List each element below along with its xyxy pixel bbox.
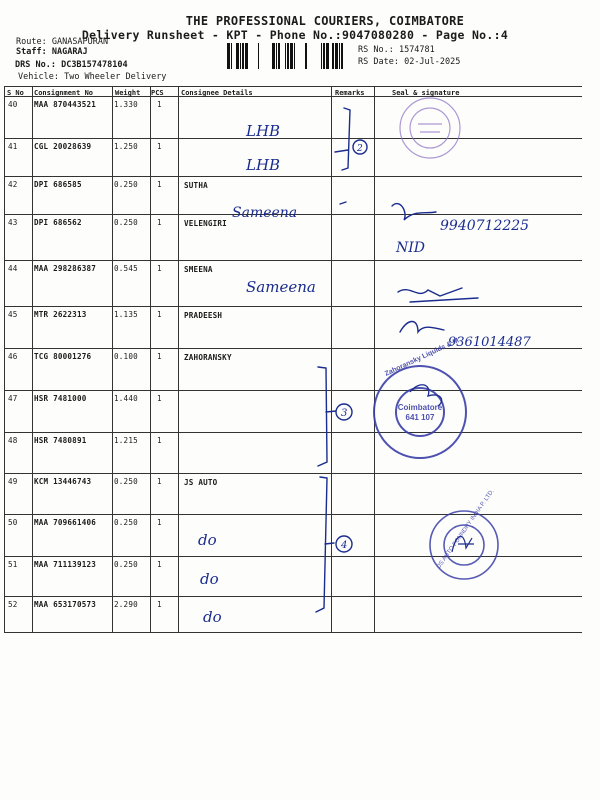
table-cell-weight: 1.215 xyxy=(114,436,138,445)
table-cell-pcs: 1 xyxy=(157,310,162,319)
table-cell-sno: 45 xyxy=(8,310,18,319)
table-cell-consignment: MAA 709661406 xyxy=(34,518,97,527)
hw-row45-phone: 9361014487 xyxy=(448,335,531,350)
table-cell-consignment: HSR 7480891 xyxy=(34,436,87,445)
table-cell-sno: 47 xyxy=(8,394,18,403)
table-cell-consignment: MAA 653170573 xyxy=(34,600,97,609)
table-cell-sno: 41 xyxy=(8,142,18,151)
hw-row43: NID xyxy=(396,240,426,256)
table-cell-pcs: 1 xyxy=(157,142,162,151)
hw-row42-phone: 9940712225 xyxy=(440,218,530,234)
table-cell-sno: 50 xyxy=(8,518,18,527)
table-cell-consignee: SUTHA xyxy=(184,181,208,190)
jsauto-stamp-name: JS AUTO FOUNDRY INDIA P. LTD. xyxy=(436,488,496,570)
bracket-rows-40-41 xyxy=(335,108,350,170)
table-cell-sno: 44 xyxy=(8,264,18,273)
signature-row44 xyxy=(398,288,478,302)
table-cell-consignee: PRADEESH xyxy=(184,311,223,320)
table-cell-weight: 1.330 xyxy=(114,100,138,109)
table-cell-sno: 52 xyxy=(8,600,18,609)
violet-seal-stamp xyxy=(400,98,460,158)
column-header: Remarks xyxy=(335,89,365,97)
table-cell-consignment: DPI 686585 xyxy=(34,180,82,189)
table-cell-weight: 2.290 xyxy=(114,600,138,609)
rs-no-label: RS No.: xyxy=(358,45,394,55)
runsheet-subtitle: Delivery Runsheet - KPT - Phone No.:9047080280 - Page No.:4 xyxy=(81,28,509,42)
table-cell-consignment: MAA 711139123 xyxy=(34,560,97,569)
drs-label: DRS No.: xyxy=(15,60,56,70)
hw-ditto-51: do xyxy=(200,570,219,588)
table-cell-pcs: 1 xyxy=(157,600,162,609)
drs-value: DC3B157478104 xyxy=(61,60,128,70)
zahoransky-stamp-name: Zahoransky Liquids & M xyxy=(383,337,461,378)
table-cell-consignee: JS AUTO xyxy=(184,478,218,487)
column-header: PCS xyxy=(151,89,164,97)
table-cell-sno: 48 xyxy=(8,436,18,445)
table-cell-weight: 1.250 xyxy=(114,142,138,151)
signature-row42 xyxy=(392,204,436,220)
hw-row40: LHB xyxy=(246,122,281,140)
table-cell-consignment: KCM 13446743 xyxy=(34,477,92,486)
rs-date-value: 02-Jul-2025 xyxy=(404,57,461,67)
table-cell-consignment: HSR 7481000 xyxy=(34,394,87,403)
table-cell-pcs: 1 xyxy=(157,518,162,527)
route-value: GANASAPURAN xyxy=(51,37,109,47)
table-cell-weight: 1.135 xyxy=(114,310,138,319)
table-cell-consignee: ZAHORANSKY xyxy=(184,353,232,362)
hw-row44-name: Sameena xyxy=(246,278,316,296)
rs-no-value: 1574781 xyxy=(398,45,435,55)
table-cell-sno: 51 xyxy=(8,560,18,569)
table-cell-weight: 0.250 xyxy=(114,180,138,189)
table-cell-weight: 0.545 xyxy=(114,264,138,273)
table-cell-consignment: CGL 20028639 xyxy=(34,142,92,151)
table-cell-consignment: MTR 2622313 xyxy=(34,310,87,319)
table-cell-weight: 0.250 xyxy=(114,218,138,227)
table-cell-consignee: VELENGIRI xyxy=(184,219,227,228)
table-cell-sno: 46 xyxy=(8,352,18,361)
route-label: Route: xyxy=(16,37,47,47)
vehicle-value: Two Wheeler Delivery xyxy=(64,72,167,82)
column-header: S No xyxy=(7,89,24,97)
jsauto-stamp xyxy=(430,488,498,579)
hw-group1: 2 xyxy=(357,144,363,154)
table-cell-pcs: 1 xyxy=(157,436,162,445)
table-cell-sno: 42 xyxy=(8,180,18,189)
rs-date-label: RS Date: xyxy=(358,57,399,67)
hw-row41: LHB xyxy=(246,156,281,174)
hw-ditto-50: do xyxy=(198,531,217,549)
table-cell-pcs: 1 xyxy=(157,394,162,403)
table-cell-consignment: TCG 80001276 xyxy=(34,352,92,361)
table-cell-weight: 0.250 xyxy=(114,560,138,569)
staff-label: Staff: xyxy=(16,47,47,57)
table-cell-sno: 43 xyxy=(8,218,18,227)
table-cell-consignee: SMEENA xyxy=(184,265,213,274)
hw-ditto-52: do xyxy=(203,608,222,626)
hw-group3: 4 xyxy=(341,540,348,551)
table-cell-consignment: MAA 870443521 xyxy=(34,100,97,109)
bracket-rows-46-48 xyxy=(318,367,336,466)
column-header: Weight xyxy=(115,89,141,97)
column-header: Consignee Details xyxy=(181,89,253,97)
zahoransky-stamp-pin: 641 107 xyxy=(405,413,435,422)
table-cell-pcs: 1 xyxy=(157,352,162,361)
zahoransky-stamp xyxy=(374,337,466,458)
table-cell-pcs: 1 xyxy=(157,560,162,569)
hw-row42-name: Sameena xyxy=(232,205,298,221)
table-cell-pcs: 1 xyxy=(157,218,162,227)
table-cell-pcs: 1 xyxy=(157,264,162,273)
hw-group2: 3 xyxy=(341,408,348,419)
column-header: Consignment No xyxy=(34,89,94,97)
table-cell-weight: 0.250 xyxy=(114,477,138,486)
signature-row45 xyxy=(400,322,444,333)
zahoransky-stamp-city: Coimbatore xyxy=(397,403,443,412)
staff-value: NAGARAJ xyxy=(51,47,88,57)
table-cell-weight: 1.440 xyxy=(114,394,138,403)
bracket-rows-49-52 xyxy=(316,477,334,612)
table-cell-pcs: 1 xyxy=(157,180,162,189)
company-title: THE PROFESSIONAL COURIERS, COIMBATORE xyxy=(185,14,465,28)
table-cell-pcs: 1 xyxy=(157,477,162,486)
table-cell-consignment: MAA 298286387 xyxy=(34,264,97,273)
vehicle-label: Vehicle: xyxy=(18,72,59,82)
table-cell-weight: 0.100 xyxy=(114,352,138,361)
column-header: Seal & signature xyxy=(392,89,460,97)
table-cell-sno: 40 xyxy=(8,100,18,109)
table-cell-pcs: 1 xyxy=(157,100,162,109)
table-cell-consignment: DPI 686562 xyxy=(34,218,82,227)
table-cell-weight: 0.250 xyxy=(114,518,138,527)
remark-tick-42 xyxy=(340,202,346,204)
table-cell-sno: 49 xyxy=(8,477,18,486)
